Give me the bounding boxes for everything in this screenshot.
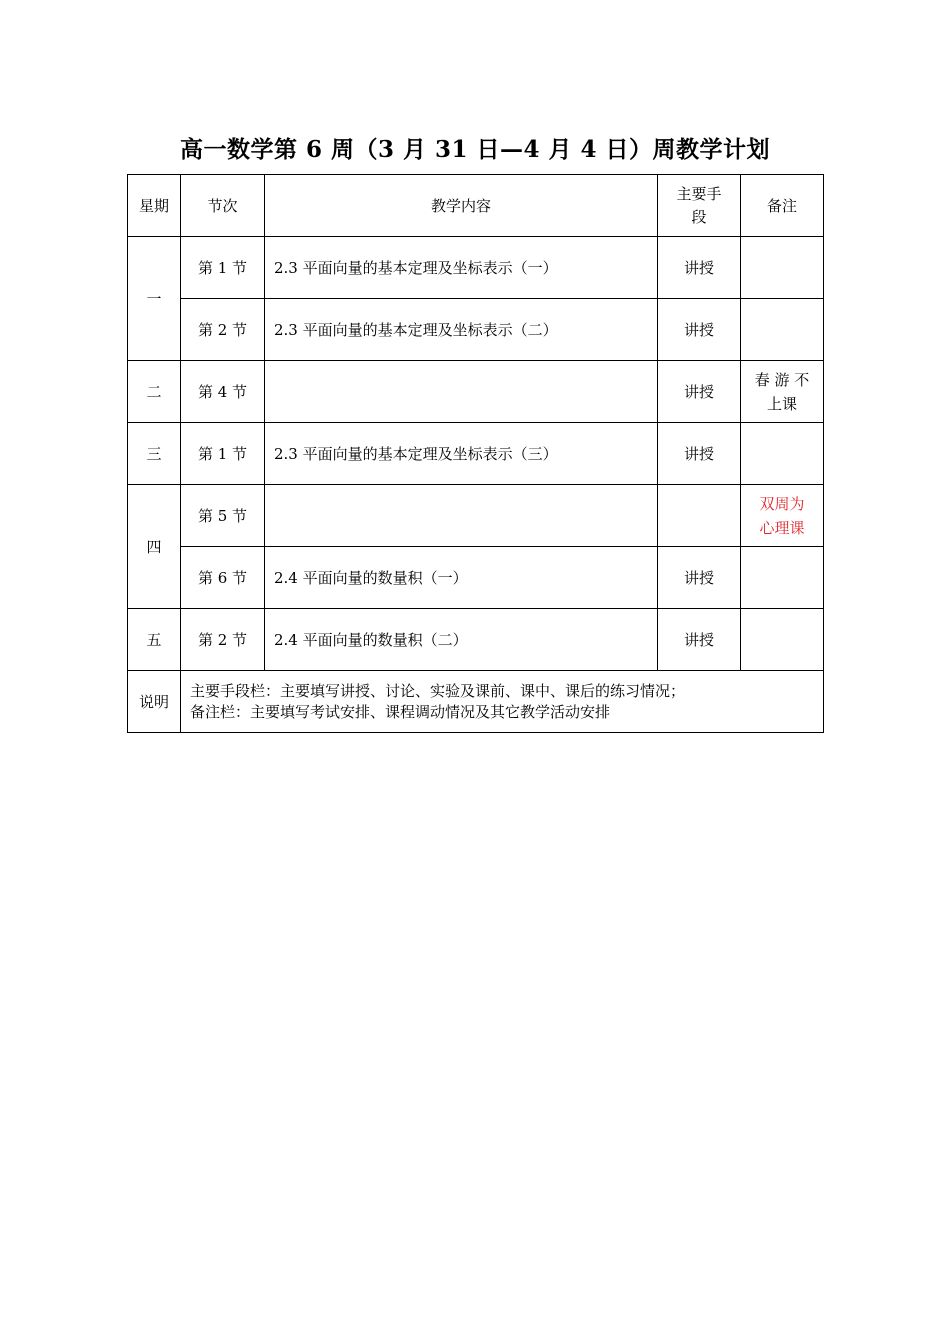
method-cell [658, 485, 741, 547]
table-row [128, 423, 824, 485]
table-row [128, 361, 824, 423]
header-period: 节次 [181, 175, 265, 237]
remark-cell [741, 361, 824, 423]
notes-content [181, 671, 824, 733]
page-title: 高一数学第 6 周（3 月 31 日—4 月 4 日）周教学计划 [179, 136, 771, 163]
method-cell: 讲授 [658, 609, 741, 671]
table-row [128, 485, 824, 547]
table-row [128, 547, 824, 609]
remark-cell [741, 609, 824, 671]
notes-label: 说明 [128, 671, 181, 733]
header-content: 教学内容 [265, 175, 658, 237]
method-cell: 讲授 [658, 547, 741, 609]
content-cell: 2.3 平面向量的基本定理及坐标表示（三） [265, 423, 658, 485]
notes-row [128, 671, 824, 733]
period-cell: 第 4 节 [181, 361, 265, 423]
weekday-cell: 一 [128, 237, 181, 361]
table-row [128, 609, 824, 671]
method-cell: 讲授 [658, 299, 741, 361]
notes-line-2: 备注栏：主要填写考试安排、课程调动情况及其它教学活动安排 [190, 702, 611, 721]
header-method-label: 主要手段 [676, 184, 722, 226]
content-cell: 2.3 平面向量的基本定理及坐标表示（一） [265, 237, 658, 299]
header-weekday: 星期 [128, 175, 181, 237]
method-cell: 讲授 [658, 361, 741, 423]
weekday-cell: 二 [128, 361, 181, 423]
remark-cell [741, 485, 824, 547]
period-cell: 第 6 节 [181, 547, 265, 609]
period-cell: 第 5 节 [181, 485, 265, 547]
remark-cell [741, 299, 824, 361]
notes-line-1: 主要手段栏：主要填写讲授、讨论、实验及课前、课中、课后的练习情况； [190, 681, 686, 700]
period-cell: 第 2 节 [181, 609, 265, 671]
table-header-row [128, 175, 824, 237]
period-cell: 第 1 节 [181, 237, 265, 299]
period-cell: 第 1 节 [181, 423, 265, 485]
remark-text-highlight: 双周为心理课 [759, 494, 805, 537]
content-cell [265, 361, 658, 423]
remark-cell [741, 547, 824, 609]
period-cell: 第 2 节 [181, 299, 265, 361]
content-cell: 2.3 平面向量的基本定理及坐标表示（二） [265, 299, 658, 361]
content-cell: 2.4 平面向量的数量积（二） [265, 609, 658, 671]
content-cell [265, 485, 658, 547]
method-cell: 讲授 [658, 423, 741, 485]
remark-cell [741, 423, 824, 485]
table-row [128, 237, 824, 299]
header-remark: 备注 [741, 175, 824, 237]
remark-text: 春 游 不上课 [754, 370, 810, 413]
remark-cell [741, 237, 824, 299]
weekday-cell: 三 [128, 423, 181, 485]
method-cell: 讲授 [658, 237, 741, 299]
header-method [658, 175, 741, 237]
weekday-cell: 五 [128, 609, 181, 671]
content-cell: 2.4 平面向量的数量积（一） [265, 547, 658, 609]
weekday-cell: 四 [128, 485, 181, 609]
teaching-plan-table [127, 174, 824, 733]
table-row [128, 299, 824, 361]
